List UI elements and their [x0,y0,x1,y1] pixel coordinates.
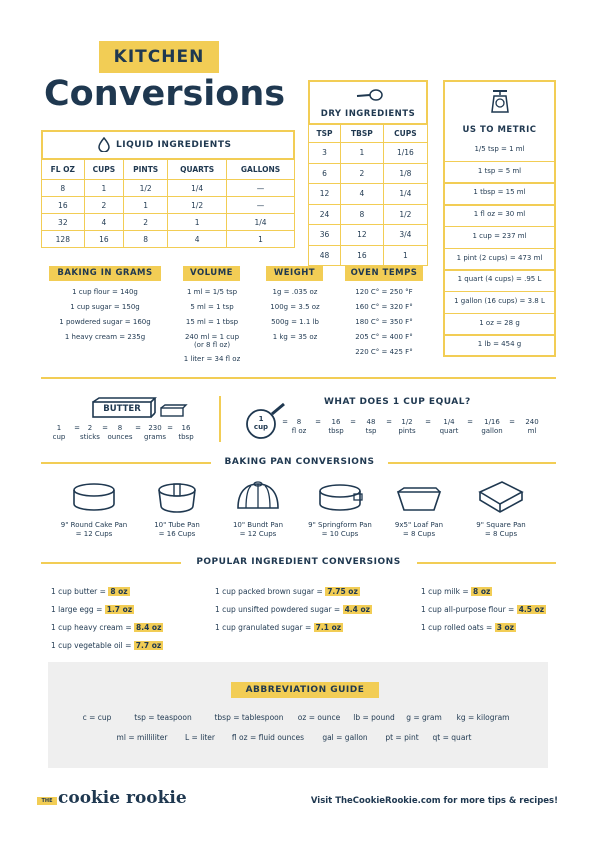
popular-item-label: 1 cup heavy cream = [51,623,135,632]
popular-title: POPULAR INGREDIENT CONVERSIONS [196,557,401,567]
metric-item: 1 tbsp = 15 ml [473,188,526,197]
popular-item-label: 1 cup butter = [51,587,109,596]
list-item: 1 powdered sugar = 160g [59,318,151,326]
pan-cups: = 12 Cups [239,530,277,538]
table-cell: 12 [309,184,341,205]
popular-item-value: 4.4 oz [344,605,370,614]
cup-eq-sign: = [467,418,473,426]
popular-item [51,641,163,650]
table-cell: 48 [309,245,341,266]
popular-item-value: 7.1 oz [315,623,342,632]
cup-value: 240 [525,418,539,426]
table-cell: 1/4 [383,184,427,205]
table-cell: 4 [168,231,227,248]
table-row [42,180,295,197]
butter-label: BUTTER [103,404,141,414]
table-cell: 2 [341,163,384,184]
liquid-header-cell: GALLONS [227,160,295,180]
metric-box [443,80,556,357]
popular-item [215,623,343,632]
list-item: 500g = 1.1 lb [271,318,319,326]
metric-divider [443,204,556,206]
popular-item-label: 1 cup packed brown sugar = [215,587,326,596]
popular-item-value: 7.75 oz [327,587,358,596]
table-row [309,225,428,246]
table-cell: 12 [341,225,384,246]
pans-line-right [388,462,556,464]
abbrev-item: gal = gallon [322,733,368,742]
cup-unit: fl oz [291,427,307,435]
popular-item-value: 8.4 oz [136,623,162,632]
table-row [309,143,428,164]
table-cell: 128 [42,231,85,248]
list-item: 1 cup flour = 140g [72,288,138,296]
cup-label-2: cup [253,423,269,431]
metric-divider [443,313,556,315]
butter-unit: grams [143,433,167,441]
pan-cups: = 10 Cups [321,530,359,538]
table-cell: 1/2 [168,197,227,214]
abbrev-item: fl oz = fluid ounces [231,733,305,742]
abbrev-item: pt = pint [385,733,419,742]
butter-unit: tbsp [178,433,194,441]
list-item: 1 heavy cream = 235g [64,333,146,341]
page-title: Conversions [44,74,286,114]
liquid-header-cell: PINTS [124,160,168,180]
logo-the: THE [41,798,53,804]
metric-item: 1 quart (4 cups) = .95 L [457,275,542,284]
weight-title: WEIGHT [273,268,316,278]
cup-eq-sign: = [282,418,288,426]
popular-item-value: 8 oz [110,587,128,596]
table-cell: 1/2 [124,180,168,197]
pan-name: 10" Tube Pan [154,521,200,529]
popular-item [421,623,516,632]
abbrev-item: L = liter [184,733,216,742]
list-item: 100g = 3.5 oz [270,303,320,311]
metric-item: 1 lb = 454 g [477,340,522,349]
dry-header-cell: TSP [309,125,341,143]
abbrev-item: c = cup [82,713,112,722]
popular-item-label: 1 cup granulated sugar = [215,623,314,632]
list-item: 160 C° = 320 F° [355,303,413,311]
metric-divider [443,269,556,271]
popular-item-value: 8 oz [473,587,491,596]
table-cell: — [227,197,295,214]
loaf-pan-icon [396,486,442,514]
baking-grams-title: BAKING IN GRAMS [57,268,153,278]
cup-value: 1/2 [401,418,413,426]
butter-num: 1 [56,424,62,432]
pans-line-left [41,462,211,464]
metric-item: 1 tsp = 5 ml [477,166,522,175]
metric-divider [443,161,556,163]
popular-item-value: 3 oz [496,623,515,632]
cup-unit: quart [439,427,459,435]
table-cell: 16 [341,245,384,266]
pan-name: 10" Bundt Pan [232,521,284,529]
liquid-header-cell: CUPS [84,160,124,180]
popular-item-label: 1 cup vegetable oil = [51,641,134,650]
popular-item-label: 1 cup all-purpose flour = [421,605,517,614]
square-pan-icon [478,480,524,514]
cup-equal-title: WHAT DOES 1 CUP EQUAL? [324,397,471,407]
popular-line-right [417,562,556,564]
droplet-icon [98,137,110,152]
pan-name: 9" Round Cake Pan [60,521,128,529]
list-item: 240 ml = 1 cup [184,333,240,341]
butter-num: 8 [117,424,123,432]
list-item: (or 8 fl oz) [193,341,231,349]
table-cell: 16 [42,197,85,214]
table-cell: 1/8 [383,163,427,184]
metric-item: 1 fl oz = 30 ml [473,210,526,219]
scale-icon [489,88,511,114]
butter-unit: ounces [107,433,133,441]
metric-divider [443,226,556,228]
popular-item [215,587,360,596]
tube-pan-icon [154,480,200,516]
table-cell: 8 [42,180,85,197]
metric-divider [443,291,556,293]
table-cell: 4 [84,214,124,231]
list-item: 180 C° = 350 F° [355,318,413,326]
table-cell: 16 [84,231,124,248]
cup-unit: pints [398,427,416,435]
list-item: 1 kg = 35 oz [272,333,318,341]
table-cell: 1/16 [383,143,427,164]
cup-value: 8 [296,418,302,426]
metric-divider [443,182,556,184]
butter-unit: cup [52,433,66,441]
table-cell: 6 [309,163,341,184]
cup-value: 16 [331,418,341,426]
popular-item-value: 4.5 oz [518,605,545,614]
abbrev-item: tsp = teaspoon [134,713,192,722]
butter-num: = [102,424,108,432]
table-cell: 3 [309,143,341,164]
table-cell: 2 [84,197,124,214]
cup-eq-sign: = [386,418,392,426]
table-cell: 1/4 [168,180,227,197]
popular-item [51,605,134,614]
abbrev-item: ml = milliliter [116,733,168,742]
pan-cups: = 8 Cups [402,530,436,538]
butter-num: = [135,424,141,432]
pans-title: BAKING PAN CONVERSIONS [224,457,375,467]
metric-item: 1 oz = 28 g [479,318,520,327]
table-cell: 32 [42,214,85,231]
table-cell: 4 [341,184,384,205]
liquid-header-row [42,160,295,180]
table-cell: 3/4 [383,225,427,246]
table-cell: 1 [168,214,227,231]
table-cell: 1 [341,143,384,164]
abbrev-item: kg = kilogram [456,713,510,722]
table-row [309,204,428,225]
table-row [309,184,428,205]
metric-item: 1 cup = 237 ml [472,231,527,240]
table-row [42,231,295,248]
dry-table [308,124,428,266]
butter-num: = [167,424,173,432]
butter-unit: sticks [80,433,100,441]
oven-title: OVEN TEMPS [350,268,418,278]
cup-unit: tsp [365,427,377,435]
cup-eq-sign: = [509,418,515,426]
list-item: 1 liter = 34 fl oz [183,355,241,363]
dry-header-row [309,125,428,143]
cup-value: 1/16 [484,418,500,426]
dry-header-cell: CUPS [383,125,427,143]
table-cell: 8 [124,231,168,248]
table-row [309,245,428,266]
cup-label-1: 1 [258,415,264,423]
measuring-spoon-icon [356,88,384,102]
springform-pan-icon [316,482,364,514]
butter-num: 230 [148,424,162,432]
pan-cups: = 12 Cups [75,530,113,538]
abbrev-item: qt = quart [432,733,472,742]
popular-item [215,605,372,614]
cup-eq-sign: = [350,418,356,426]
list-item: 120 C° = 250 °F [355,288,413,296]
butter-num: = [74,424,80,432]
abbrev-item: oz = ounce [297,713,341,722]
liquid-title: LIQUID INGREDIENTS [116,140,232,150]
pan-name: 9" Square Pan [476,521,526,529]
liquid-header-cell: FL OZ [42,160,85,180]
metric-item: 1 pint (2 cups) = 473 ml [456,253,543,262]
abbrev-item: tbsp = tablespoon [214,713,284,722]
dry-header-cell: TBSP [341,125,384,143]
list-item: 220 C° = 425 F° [355,348,413,356]
cup-value: 1/4 [443,418,455,426]
cup-eq-sign: = [315,418,321,426]
pan-cups: = 16 Cups [158,530,196,538]
cup-eq-sign: = [425,418,431,426]
popular-item [421,587,492,596]
metric-item: 1/5 tsp = 1 ml [474,145,525,153]
abbrev-item: g = gram [406,713,442,722]
liquid-header-cell: QUARTS [168,160,227,180]
kitchen-label: KITCHEN [113,47,205,67]
popular-item-value: 7.7 oz [135,641,162,650]
cup-unit: gallon [481,427,503,435]
list-item: 5 ml = 1 tsp [190,303,234,311]
table-cell: 1 [227,231,295,248]
butter-num: 16 [181,424,191,432]
list-item: 15 ml = 1 tbsp [185,318,239,326]
vertical-divider [219,396,221,442]
popular-item [421,605,546,614]
cup-unit: ml [527,427,537,435]
pan-name: 9x5" Loaf Pan [394,521,444,529]
table-cell: 1 [383,245,427,266]
popular-line-left [41,562,181,564]
popular-item [51,623,163,632]
logo-text: cookie rookie [58,788,187,808]
table-row [42,197,295,214]
table-row [42,214,295,231]
table-cell: 36 [309,225,341,246]
cup-unit: tbsp [328,427,344,435]
popular-item-label: 1 cup milk = [421,587,472,596]
volume-title: VOLUME [190,268,233,278]
dry-title: DRY INGREDIENTS [320,109,416,119]
metric-item: 1 gallon (16 cups) = 3.8 L [454,296,545,305]
butter-num: 2 [87,424,93,432]
popular-item [51,587,130,596]
abbrev-title: ABBREVIATION GUIDE [245,685,365,695]
round-pan-icon [71,482,117,514]
table-cell: 24 [309,204,341,225]
pan-name: 9" Springform Pan [308,521,372,529]
metric-divider [443,334,556,336]
abbrev-item: lb = pound [353,713,395,722]
table-cell: 2 [124,214,168,231]
liquid-table [41,159,295,248]
popular-item-label: 1 cup unsifted powdered sugar = [215,605,343,614]
popular-item-label: 1 large egg = [51,605,105,614]
pan-cups: = 8 Cups [484,530,518,538]
table-cell: — [227,180,295,197]
table-cell: 8 [341,204,384,225]
list-item: 1g = .035 oz [272,288,318,296]
list-item: 1 ml = 1/5 tsp [186,288,238,296]
divider-1 [41,377,556,379]
table-cell: 1/2 [383,204,427,225]
table-cell: 1 [124,197,168,214]
bundt-pan-icon [234,478,282,516]
cup-value: 48 [366,418,376,426]
table-row [309,163,428,184]
list-item: 205 C° = 400 F° [355,333,413,341]
metric-title: US TO METRIC [462,125,537,135]
metric-divider [443,248,556,250]
table-cell: 1/4 [227,214,295,231]
footer-visit: Visit TheCookieRookie.com for more tips & recipes! [310,796,558,806]
popular-item-label: 1 cup rolled oats = [421,623,495,632]
popular-item-value: 1.7 oz [106,605,133,614]
table-cell: 1 [84,180,124,197]
list-item: 1 cup sugar = 150g [70,303,140,311]
